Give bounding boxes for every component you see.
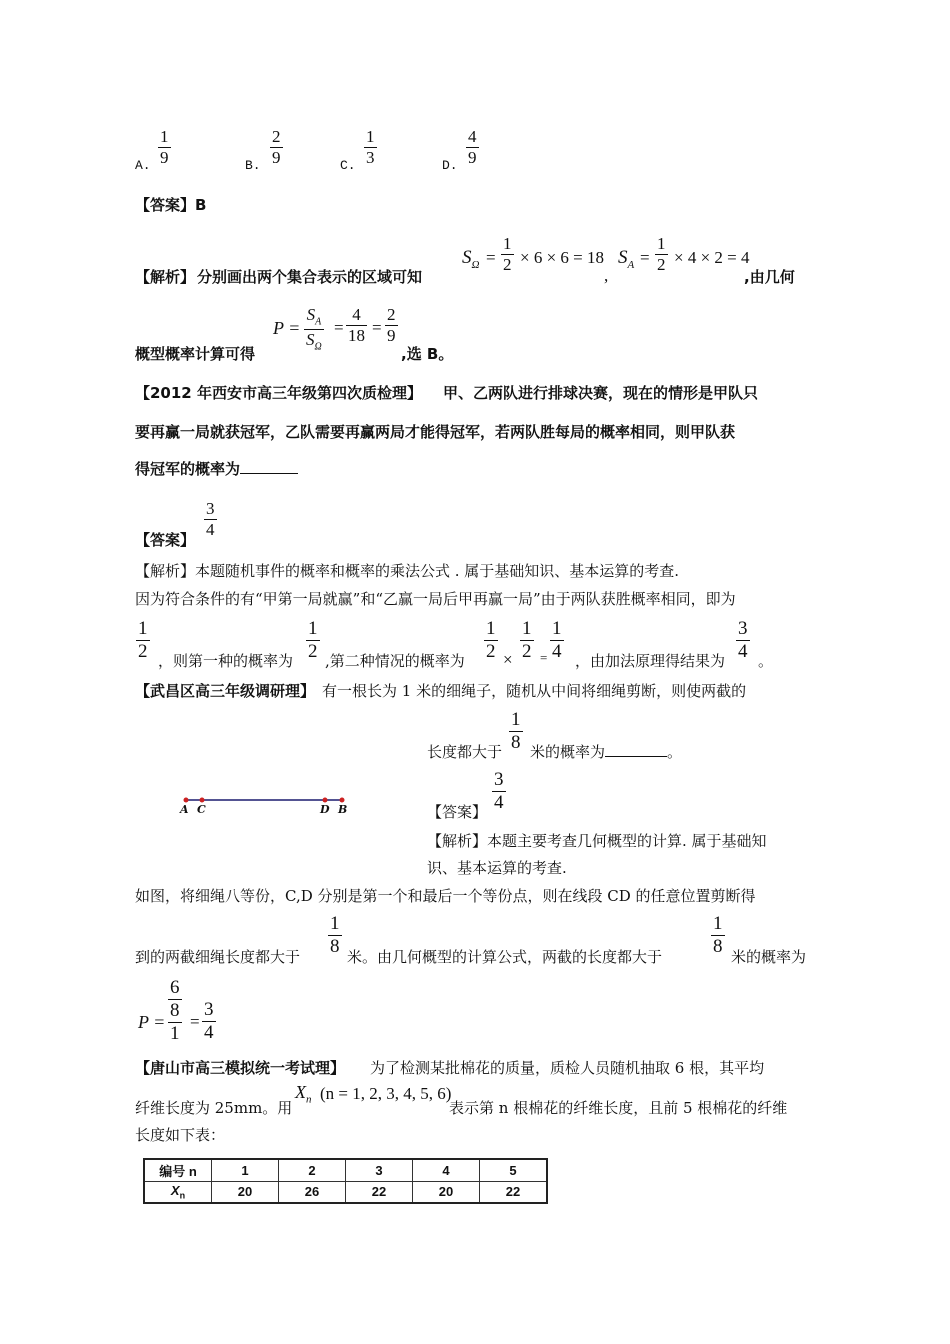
label-b: B: [338, 803, 348, 816]
label-d: D: [320, 803, 330, 816]
option-b-label: B.: [245, 158, 261, 173]
option-a-fraction: $\frac{1}{9}$: [160, 127, 169, 167]
point-c-dot: [200, 798, 205, 803]
q2-seg1: ，则第一种的概率为: [158, 652, 294, 670]
q2-line3: 得冠军的概率为: [135, 458, 298, 479]
q2-frac-half-2: $\frac{1}{2}$: [308, 618, 318, 662]
p-frac-4-18: $\frac{4}{18}$: [348, 305, 365, 345]
q2-source: 【2012 年西安市高三年级第四次质检理】: [135, 384, 422, 402]
p-label: P =: [273, 318, 301, 338]
q2-eq: =: [540, 650, 548, 665]
table-cell: 4: [413, 1159, 480, 1182]
q2-frac-quarter: $\frac{1}{4}$: [552, 618, 562, 662]
q1-line2: 概型概率计算可得: [135, 345, 256, 363]
q3-p-compound-fraction: 6 8 1: [166, 978, 184, 1044]
table-cell: 3: [346, 1159, 413, 1182]
q2-answer-fraction: $\frac{3}{4}$: [206, 499, 215, 539]
q2-times: ×: [503, 650, 513, 669]
xn-range: (n = 1, 2, 3, 4, 5, 6): [320, 1084, 452, 1103]
q3-line2b: 米的概率为 。: [530, 743, 683, 761]
q2-line2: 要再赢一局就获冠军，乙队需要再赢两局才能得冠军，若两队胜每局的概率相同，则甲队获: [135, 423, 736, 441]
option-b-fraction: $\frac{2}{9}$: [272, 127, 281, 167]
s-a-eq: =: [640, 248, 650, 267]
q1-choose: ,选 B。: [401, 345, 454, 363]
q3-answer-tag: 【答案】: [427, 803, 488, 821]
point-d-dot: [323, 798, 328, 803]
table-cell: 1: [212, 1159, 279, 1182]
s-a: $S_A$: [618, 247, 635, 271]
q3-analysis-line1: 【解析】本题主要考查几何概型的计算. 属于基础知: [427, 832, 767, 850]
q3-frac-eighth: $\frac{1}{8}$: [511, 709, 521, 753]
q1-tail: ,由几何: [744, 268, 795, 286]
p-frac-sa-so: $\frac{S_A}{S_\Omega}$: [306, 305, 322, 353]
table-row: [144, 1159, 547, 1182]
q4-line2b: 表示第 n 根棉花的纤维长度，且前 5 根棉花的纤维: [449, 1099, 788, 1117]
q3-p-label: P =: [138, 1012, 166, 1032]
q4-line2a: 纤维长度为 25mm。用: [135, 1099, 293, 1117]
q3-line1: 有一根长为 1 米的细绳子，随机从中间将细绳剪断，则使两截的: [322, 682, 747, 700]
option-a-label: A.: [135, 158, 151, 173]
q2-frac-three-quarter: $\frac{3}{4}$: [738, 618, 748, 662]
p-frac-2-9: $\frac{2}{9}$: [387, 305, 396, 345]
s-omega-product: × 6 × 6 = 18: [520, 248, 605, 267]
q3-p-result: $\frac{3}{4}$: [204, 999, 214, 1043]
q2-frac-half-4: $\frac{1}{2}$: [522, 618, 532, 662]
q4-source: 【唐山市高三模拟统一考试理】: [135, 1059, 346, 1077]
q1-comma: ,: [604, 266, 609, 285]
q1-analysis-text: 分别画出两个集合表示的区域可知: [197, 268, 423, 286]
q2-seg3: ，由加法原理得结果为: [575, 652, 726, 670]
table-row: [144, 1182, 547, 1203]
q2-answer-tag: 【答案】: [135, 531, 196, 549]
table-cell: 20: [212, 1182, 279, 1203]
table-cell: 2: [279, 1159, 346, 1182]
q2-analysis-line1: 【解析】本题随机事件的概率和概率的乘法公式 . 属于基础知识、基本运算的考查.: [135, 562, 680, 580]
q2-line1: 甲、乙两队进行排球决赛，现在的情形是甲队只: [443, 384, 759, 402]
q3-frac-eighth-2: $\frac{1}{8}$: [330, 913, 340, 957]
q3-line2a: 长度都大于: [427, 743, 503, 761]
table-cell: 26: [279, 1182, 346, 1203]
table-header-label: 编号 n: [144, 1159, 212, 1182]
s-omega-half: $\frac{1}{2}$: [503, 234, 512, 274]
label-a: A: [180, 803, 189, 816]
point-b-dot: [340, 798, 345, 803]
s-a-half: $\frac{1}{2}$: [657, 234, 666, 274]
q3-answer-fraction: $\frac{3}{4}$: [494, 769, 504, 813]
fiber-length-table: [143, 1158, 548, 1204]
q2-seg2: ,第二种情况的概率为: [325, 652, 465, 670]
q2-seg4: 。: [758, 652, 774, 670]
table-row-label: $X_n$: [144, 1182, 212, 1203]
table-cell: 20: [413, 1182, 480, 1203]
q3-para2a: 到的两截细绳长度都大于: [135, 948, 301, 966]
option-d-label: D.: [442, 158, 458, 173]
table-cell: 22: [480, 1182, 548, 1203]
point-a-dot: [184, 798, 189, 803]
q1-analysis-tag: 【解析】: [135, 268, 196, 286]
option-c-fraction: $\frac{1}{3}$: [366, 127, 375, 167]
q3-frac-eighth-3: $\frac{1}{8}$: [713, 913, 723, 957]
option-c-label: C.: [340, 158, 356, 173]
q3-p-inner-fraction: 6 8: [170, 977, 180, 1021]
option-d-fraction: $\frac{4}{9}$: [468, 127, 477, 167]
s-omega: $S_\Omega$: [462, 247, 480, 271]
q2-frac-half-3: $\frac{1}{2}$: [486, 618, 496, 662]
table-cell: 5: [480, 1159, 548, 1182]
q1-answer: 【答案】B: [135, 196, 207, 214]
q3-analysis-line2: 识、基本运算的考查.: [427, 859, 567, 877]
s-a-product: × 4 × 2 = 4: [674, 248, 750, 267]
q4-line3: 长度如下表：: [135, 1126, 226, 1144]
p-eq-2: =: [372, 318, 382, 337]
q3-p-eq: =: [190, 1012, 200, 1031]
q4-line1: 为了检测某批棉花的质量，质检人员随机抽取 6 根，其平均: [370, 1059, 765, 1077]
p-eq-1: =: [334, 318, 344, 337]
s-omega-eq: =: [486, 248, 496, 267]
q2-blank: [240, 472, 298, 474]
q3-para2c: 米的概率为: [731, 948, 807, 966]
q3-para1: 如图，将细绳八等份，C,D 分别是第一个和最后一个等份点，则在线段 CD 的任意位置剪断得: [135, 887, 756, 905]
q3-source: 【武昌区高三年级调研理】: [135, 682, 316, 700]
q3-para2b: 米。由几何概型的计算公式，两截的长度都大于: [347, 948, 663, 966]
label-c: C: [197, 803, 206, 816]
xn-symbol: $X_n$: [295, 1082, 312, 1106]
q2-analysis-line2: 因为符合条件的有“甲第一局就赢”和“乙赢一局后甲再赢一局”由于两队获胜概率相同，即为: [135, 590, 736, 608]
table-cell: 22: [346, 1182, 413, 1203]
q3-blank: [605, 755, 667, 757]
q2-frac-half-1: $\frac{1}{2}$: [138, 618, 148, 662]
